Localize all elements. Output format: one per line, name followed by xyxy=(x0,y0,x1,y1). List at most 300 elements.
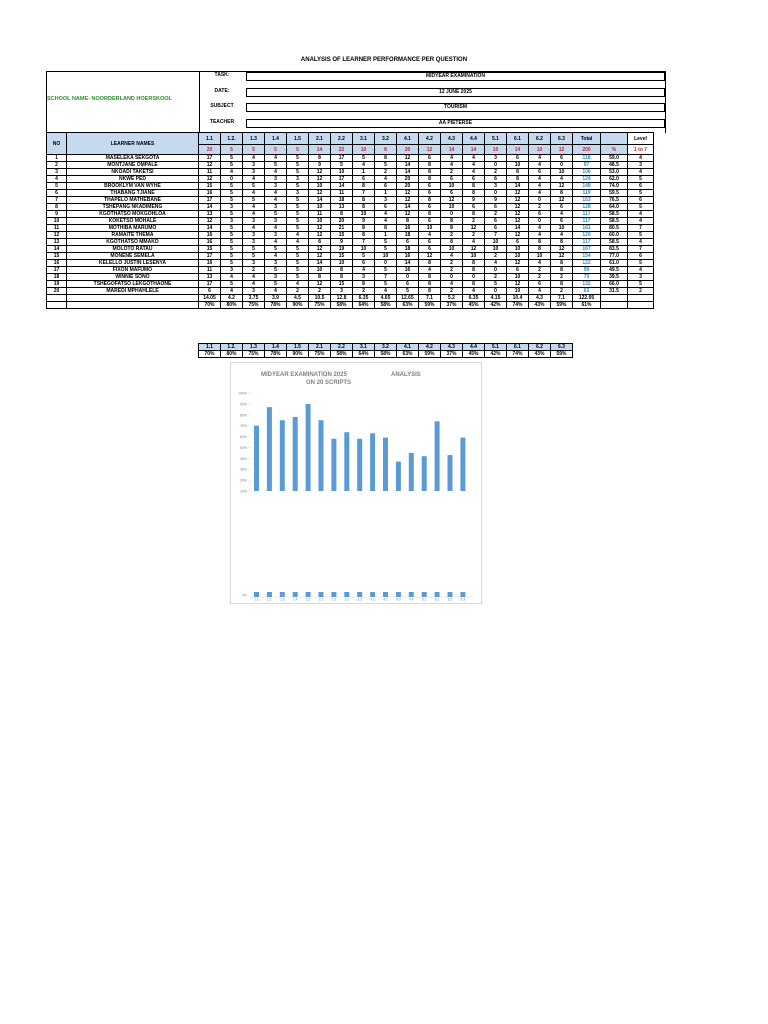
score-cell: 2 xyxy=(309,288,331,295)
x-tick-label: 4.3 xyxy=(396,597,401,602)
max-mark: 12 xyxy=(419,145,441,155)
score-cell: 4 xyxy=(243,211,265,218)
score-cell: 5 xyxy=(221,162,243,169)
max-mark: 10 xyxy=(485,145,507,155)
learner-name: MONENE SEMELA xyxy=(67,253,199,260)
score-cell: 15 xyxy=(331,232,353,239)
learner-level: 5 xyxy=(628,281,654,288)
baseline-bar xyxy=(409,592,414,597)
y-tick-label: 70% xyxy=(239,424,247,429)
question-header: 6.2 xyxy=(529,133,551,145)
learner-level: 5 xyxy=(628,176,654,183)
score-cell: 8 xyxy=(551,267,573,274)
y-tick-label: 80% xyxy=(239,413,247,418)
summary-percent: 78% xyxy=(265,351,287,358)
score-cell: 12 xyxy=(507,218,529,225)
score-cell: 4 xyxy=(441,162,463,169)
question-header: 4.4 xyxy=(463,133,485,145)
score-cell: 8 xyxy=(353,281,375,288)
learner-total: 124 xyxy=(573,176,601,183)
score-cell: 8 xyxy=(441,218,463,225)
bar xyxy=(280,420,285,491)
learner-name: WINNIE SONO xyxy=(67,274,199,281)
score-cell: 5 xyxy=(265,211,287,218)
summary-percent: 70% xyxy=(199,351,221,358)
x-tick-label: 3.2 xyxy=(357,597,362,602)
learner-level: 3 xyxy=(628,274,654,281)
score-cell: 3 xyxy=(243,218,265,225)
score-cell: 4 xyxy=(375,176,397,183)
score-cell: 20 xyxy=(397,183,419,190)
score-cell: 5 xyxy=(221,246,243,253)
baseline-bar xyxy=(331,592,336,597)
learner-total: 154 xyxy=(573,253,601,260)
table-row xyxy=(47,176,654,183)
x-tick-label: 4.4 xyxy=(409,597,414,602)
learner-total: 119 xyxy=(573,190,601,197)
performance-chart xyxy=(230,362,482,604)
score-cell: 6 xyxy=(485,225,507,232)
score-cell: 5 xyxy=(287,155,309,162)
x-tick-label: 4.1 xyxy=(370,597,375,602)
score-cell: 14 xyxy=(309,197,331,204)
learner-name: BROOKLYM VAN WYHE xyxy=(67,183,199,190)
summary-percent: 37% xyxy=(441,351,463,358)
learner-level: 5 xyxy=(628,204,654,211)
summary-question: 1.2. xyxy=(221,344,243,351)
score-cell: 12 xyxy=(551,197,573,204)
x-tick-label: 1.1 xyxy=(254,597,259,602)
score-cell: 16 xyxy=(199,260,221,267)
table-row xyxy=(47,232,654,239)
score-cell: 4 xyxy=(353,267,375,274)
score-cell: 12 xyxy=(507,232,529,239)
score-cell: 15 xyxy=(199,246,221,253)
score-cell: 0 xyxy=(441,211,463,218)
score-cell: 3 xyxy=(485,155,507,162)
score-cell: 2 xyxy=(375,169,397,176)
learner-level: 5 xyxy=(628,232,654,239)
score-cell: 19 xyxy=(331,246,353,253)
question-header: 3.1 xyxy=(353,133,375,145)
score-cell: 5 xyxy=(287,274,309,281)
x-tick-label: 6.1 xyxy=(434,597,440,602)
score-cell: 4 xyxy=(265,288,287,295)
summary-percent: 59% xyxy=(419,351,441,358)
learner-total: 161 xyxy=(573,225,601,232)
score-cell: 5 xyxy=(243,253,265,260)
score-cell: 5 xyxy=(221,211,243,218)
learner-total: 148 xyxy=(573,183,601,190)
score-cell: 8 xyxy=(353,183,375,190)
score-cell: 6 xyxy=(463,176,485,183)
learner-total: 132 xyxy=(573,281,601,288)
score-cell: 8 xyxy=(463,267,485,274)
score-cell: 3 xyxy=(265,218,287,225)
score-cell: 8 xyxy=(419,288,441,295)
percentage-cell: 45% xyxy=(463,302,485,309)
score-cell: 12 xyxy=(507,211,529,218)
question-header: 6.3 xyxy=(551,133,573,145)
average-cell: 6.35 xyxy=(353,295,375,302)
table-row xyxy=(47,267,654,274)
score-cell: 6 xyxy=(507,239,529,246)
score-cell: 7 xyxy=(485,232,507,239)
summary-question: 4.3 xyxy=(441,344,463,351)
score-cell: 10 xyxy=(309,267,331,274)
learner-percent: 48.5 xyxy=(601,162,628,169)
score-cell: 3 xyxy=(265,176,287,183)
task-row xyxy=(199,72,665,81)
score-cell: 8 xyxy=(331,267,353,274)
score-cell: 12 xyxy=(199,162,221,169)
bar xyxy=(254,426,259,491)
score-cell: 6 xyxy=(551,218,573,225)
score-cell: 12 xyxy=(441,197,463,204)
learner-percent: 66.0 xyxy=(601,281,628,288)
average-cell: 5.2 xyxy=(441,295,463,302)
baseline-bar xyxy=(448,592,453,597)
score-cell: 12 xyxy=(199,176,221,183)
score-cell: 4 xyxy=(375,211,397,218)
learner-percent: 53.0 xyxy=(601,169,628,176)
baseline-bar xyxy=(306,592,311,597)
learner-number: 17 xyxy=(47,267,67,274)
score-cell: 7 xyxy=(353,190,375,197)
max-mark: 8 xyxy=(375,145,397,155)
max-mark: 5 xyxy=(243,145,265,155)
score-cell: 5 xyxy=(265,281,287,288)
max-mark: 5 xyxy=(221,145,243,155)
score-cell: 6 xyxy=(441,190,463,197)
summary-question: 6.2 xyxy=(529,344,551,351)
level-header: Level xyxy=(628,133,654,145)
score-cell: 10 xyxy=(441,246,463,253)
learner-percent: 61.0 xyxy=(601,260,628,267)
score-cell: 6 xyxy=(419,246,441,253)
learner-name: NKWE PED xyxy=(67,176,199,183)
score-cell: 8 xyxy=(441,225,463,232)
learner-percent: 62.0 xyxy=(601,176,628,183)
bar xyxy=(331,439,336,491)
score-cell: 6 xyxy=(507,267,529,274)
average-cell: 10.4 xyxy=(507,295,529,302)
score-cell: 20 xyxy=(397,176,419,183)
score-cell: 9 xyxy=(485,197,507,204)
score-cell: 2 xyxy=(551,274,573,281)
score-cell: 18 xyxy=(397,246,419,253)
average-cell: 122.05 xyxy=(573,295,601,302)
percentage-row xyxy=(47,302,654,309)
score-cell: 3 xyxy=(243,239,265,246)
percentage-cell: 78% xyxy=(265,302,287,309)
score-cell: 16 xyxy=(199,239,221,246)
score-cell: 4 xyxy=(353,162,375,169)
score-cell: 3 xyxy=(243,288,265,295)
max-mark: 12 xyxy=(551,145,573,155)
summary-percent: 42% xyxy=(485,351,507,358)
score-cell: 13 xyxy=(331,204,353,211)
summary-question: 3.2 xyxy=(375,344,397,351)
question-header: 2.2 xyxy=(331,133,353,145)
score-cell: 12 xyxy=(397,190,419,197)
score-cell: 4 xyxy=(243,176,265,183)
score-cell: 5 xyxy=(287,169,309,176)
learner-names-header: LEARNER NAMES xyxy=(67,133,199,155)
score-cell: 12 xyxy=(309,169,331,176)
learner-level: 5 xyxy=(628,190,654,197)
score-cell: 10 xyxy=(507,253,529,260)
summary-percent: 43% xyxy=(529,351,551,358)
score-cell: 3 xyxy=(265,232,287,239)
summary-question: 1.5 xyxy=(287,344,309,351)
score-cell: 4 xyxy=(265,155,287,162)
score-cell: 14 xyxy=(397,169,419,176)
score-cell: 4 xyxy=(265,225,287,232)
score-cell: 8 xyxy=(353,225,375,232)
score-cell: 17 xyxy=(199,281,221,288)
summary-question-row xyxy=(199,344,573,351)
score-cell: 14 xyxy=(199,225,221,232)
learner-name: MOLOTO RATAU xyxy=(67,246,199,253)
score-cell: 12 xyxy=(507,281,529,288)
score-cell: 0 xyxy=(463,274,485,281)
learner-number: 14 xyxy=(47,246,67,253)
percentage-cell: 90% xyxy=(287,302,309,309)
x-tick-label: 2.1 xyxy=(318,597,324,602)
score-cell: 8 xyxy=(419,176,441,183)
score-cell: 18 xyxy=(331,197,353,204)
score-cell: 10 xyxy=(507,246,529,253)
learner-number: 20 xyxy=(47,288,67,295)
learner-percent: 74.0 xyxy=(601,183,628,190)
average-cell: 7.1 xyxy=(419,295,441,302)
score-cell: 6 xyxy=(397,239,419,246)
max-mark: 5 xyxy=(265,145,287,155)
learner-percent: 58.5 xyxy=(601,218,628,225)
score-cell: 4 xyxy=(243,225,265,232)
percentage-cell: 74% xyxy=(507,302,529,309)
learner-level: 7 xyxy=(628,225,654,232)
subject-value: TOURISM xyxy=(246,103,665,112)
score-cell: 4 xyxy=(419,267,441,274)
score-cell: 4 xyxy=(243,274,265,281)
score-cell: 12 xyxy=(199,218,221,225)
score-cell: 5 xyxy=(287,267,309,274)
school-name: SCHOOL NAME- NOORDERLAND HOERSKOOL xyxy=(47,96,172,102)
score-cell: 4 xyxy=(551,211,573,218)
question-header: 2.1 xyxy=(309,133,331,145)
score-cell: 10 xyxy=(331,169,353,176)
score-cell: 10 xyxy=(309,218,331,225)
learner-total: 97 xyxy=(573,162,601,169)
score-cell: 4 xyxy=(221,274,243,281)
y-tick-label: 20% xyxy=(239,478,247,483)
y-tick-label: 50% xyxy=(239,445,247,450)
score-cell: 2 xyxy=(485,169,507,176)
score-cell: 9 xyxy=(331,239,353,246)
score-cell: 12 xyxy=(419,253,441,260)
score-cell: 4 xyxy=(287,232,309,239)
bar xyxy=(422,456,427,491)
max-mark: 14 xyxy=(309,145,331,155)
score-cell: 3 xyxy=(331,288,353,295)
score-cell: 0 xyxy=(397,274,419,281)
score-cell: 6 xyxy=(397,281,419,288)
bar xyxy=(409,453,414,491)
x-tick-label: 1.4 xyxy=(292,597,298,602)
task-label: TASK: xyxy=(214,72,230,78)
score-cell: 5 xyxy=(221,281,243,288)
learner-total: 122 xyxy=(573,260,601,267)
score-cell: 8 xyxy=(419,260,441,267)
average-cell: 4.3 xyxy=(529,295,551,302)
learner-level: 6 xyxy=(628,197,654,204)
score-cell: 2 xyxy=(441,288,463,295)
learner-number: 2 xyxy=(47,162,67,169)
score-cell: 5 xyxy=(221,183,243,190)
score-cell: 8 xyxy=(309,155,331,162)
baseline-bar xyxy=(435,592,440,597)
score-cell: 11 xyxy=(309,211,331,218)
score-cell: 8 xyxy=(551,260,573,267)
score-cell: 10 xyxy=(485,239,507,246)
max-mark: 22 xyxy=(331,145,353,155)
score-cell: 9 xyxy=(309,162,331,169)
y-tick-label: 60% xyxy=(239,435,247,440)
learner-level: 7 xyxy=(628,246,654,253)
bar xyxy=(357,439,362,491)
learner-percent: 77.0 xyxy=(601,253,628,260)
score-cell: 8 xyxy=(441,239,463,246)
score-cell: 6 xyxy=(419,218,441,225)
score-cell: 6 xyxy=(419,190,441,197)
average-cell: 4.2 xyxy=(221,295,243,302)
bar xyxy=(383,438,388,491)
score-cell: 8 xyxy=(419,162,441,169)
teacher-row xyxy=(199,119,665,128)
question-header: 4.2 xyxy=(419,133,441,145)
score-cell: 10 xyxy=(419,225,441,232)
score-cell: 4 xyxy=(463,288,485,295)
learner-total: 118 xyxy=(573,155,601,162)
score-cell: 4 xyxy=(287,239,309,246)
score-cell: 4 xyxy=(265,190,287,197)
score-cell: 13 xyxy=(199,211,221,218)
score-cell: 8 xyxy=(309,239,331,246)
learner-name: THAPELO MATHEBANE xyxy=(67,197,199,204)
max-mark: 10 xyxy=(529,145,551,155)
table-row xyxy=(47,155,654,162)
average-cell: 4.15 xyxy=(485,295,507,302)
score-cell: 0 xyxy=(485,267,507,274)
date-label: DATE: xyxy=(214,88,230,94)
summary-percent: 58% xyxy=(331,351,353,358)
score-cell: 8 xyxy=(331,211,353,218)
score-cell: 8 xyxy=(551,190,573,197)
score-cell: 8 xyxy=(353,197,375,204)
chart-canvas xyxy=(231,363,481,603)
table-row xyxy=(47,169,654,176)
bar xyxy=(267,407,272,491)
score-cell: 8 xyxy=(375,225,397,232)
score-cell: 3 xyxy=(243,169,265,176)
no-header: NO xyxy=(47,133,67,155)
learner-level: 3 xyxy=(628,162,654,169)
learner-level: 4 xyxy=(628,169,654,176)
score-cell: 2 xyxy=(441,169,463,176)
baseline-bar xyxy=(254,592,259,597)
learner-number: 1 xyxy=(47,155,67,162)
blank xyxy=(47,302,67,309)
score-cell: 12 xyxy=(551,246,573,253)
score-cell: 4 xyxy=(243,155,265,162)
score-cell: 6 xyxy=(375,204,397,211)
score-cell: 6 xyxy=(551,204,573,211)
score-cell: 8 xyxy=(353,232,375,239)
x-tick-label: 6.2 xyxy=(447,597,453,602)
score-cell: 10 xyxy=(463,253,485,260)
score-cell: 6 xyxy=(375,183,397,190)
score-cell: 2 xyxy=(485,253,507,260)
percentage-cell: 64% xyxy=(353,302,375,309)
score-cell: 12 xyxy=(551,183,573,190)
score-cell: 14 xyxy=(507,183,529,190)
x-tick-label: 5.1 xyxy=(421,597,427,602)
score-cell: 5 xyxy=(243,183,265,190)
score-cell: 5 xyxy=(287,197,309,204)
score-cell: 4 xyxy=(441,281,463,288)
score-cell: 8 xyxy=(463,183,485,190)
score-cell: 4 xyxy=(441,155,463,162)
score-cell: 9 xyxy=(463,197,485,204)
average-cell: 4.65 xyxy=(375,295,397,302)
average-cell: 4.5 xyxy=(287,295,309,302)
learner-name: KELELLO JUSTIN LESENYA xyxy=(67,260,199,267)
score-cell: 16 xyxy=(397,267,419,274)
table-row xyxy=(47,260,654,267)
learner-number: 4 xyxy=(47,176,67,183)
date-row xyxy=(199,88,665,97)
score-cell: 3 xyxy=(221,204,243,211)
score-cell: 4 xyxy=(529,260,551,267)
learner-name: TSHEPANG NKADIMENG xyxy=(67,204,199,211)
score-cell: 3 xyxy=(265,274,287,281)
score-cell: 0 xyxy=(485,190,507,197)
question-header: 6.1 xyxy=(507,133,529,145)
learner-percent: 49.5 xyxy=(601,267,628,274)
score-cell: 6 xyxy=(353,176,375,183)
bar xyxy=(370,433,375,491)
learner-number: 12 xyxy=(47,232,67,239)
score-cell: 8 xyxy=(463,190,485,197)
score-cell: 8 xyxy=(551,239,573,246)
summary-percent-row xyxy=(199,351,573,358)
score-cell: 8 xyxy=(331,274,353,281)
learner-percent: 39.5 xyxy=(601,274,628,281)
score-cell: 5 xyxy=(243,197,265,204)
summary-percent: 80% xyxy=(221,351,243,358)
learner-number: 19 xyxy=(47,281,67,288)
blank xyxy=(47,295,67,302)
learner-percent: 59.5 xyxy=(601,190,628,197)
learner-total: 99 xyxy=(573,267,601,274)
score-cell: 6 xyxy=(551,155,573,162)
score-cell: 17 xyxy=(331,176,353,183)
summary-question: 5.1 xyxy=(485,344,507,351)
score-cell: 0 xyxy=(529,218,551,225)
learner-number: 15 xyxy=(47,253,67,260)
